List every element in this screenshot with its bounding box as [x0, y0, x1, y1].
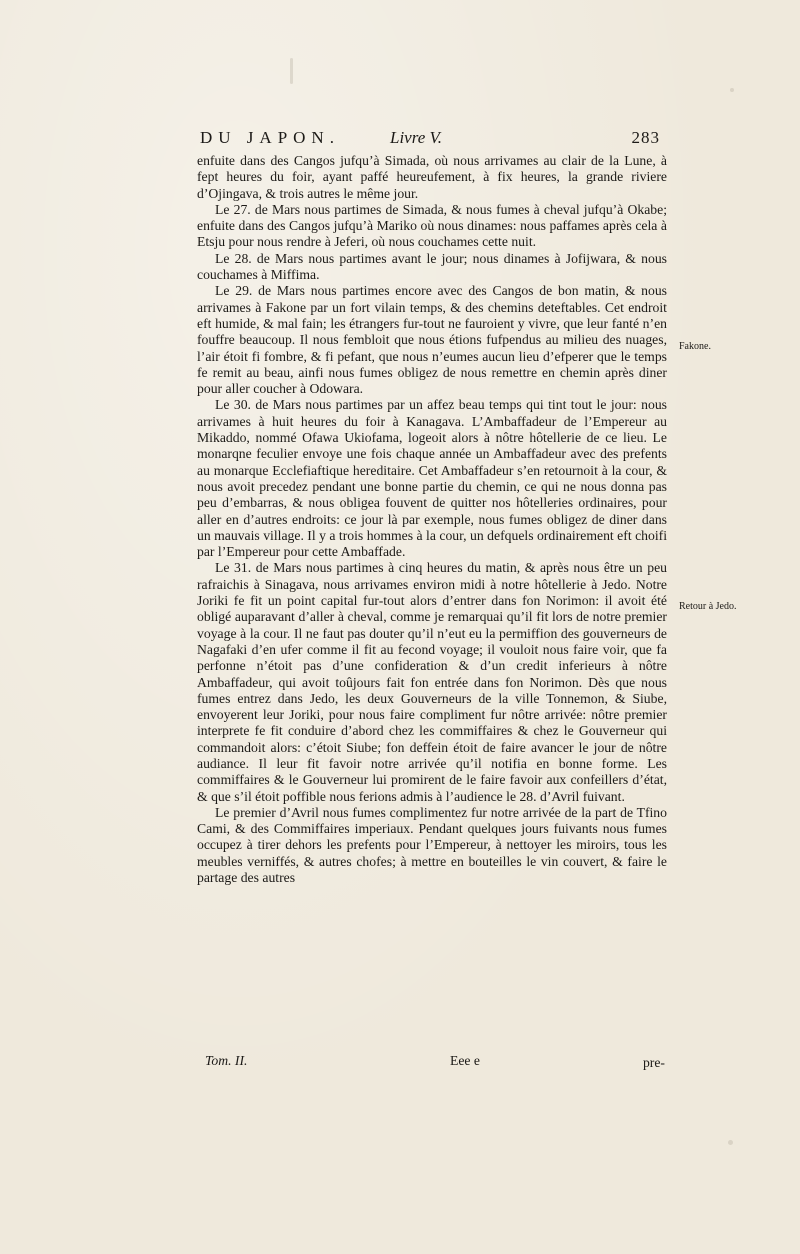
running-header — [200, 128, 660, 152]
margin-note-fakone: Fakone. — [679, 341, 711, 352]
paragraph: Le 28. de Mars nous partimes avant le jour; nous dinames à Jofijwara, & nous couchames à Miffima. — [197, 250, 667, 283]
catchword: pre- — [642, 1055, 665, 1070]
paper-mark — [290, 58, 293, 84]
tome-label: Tom. II. — [205, 1053, 248, 1068]
signature-mark: Eee e — [450, 1053, 481, 1068]
paper-mark — [730, 88, 734, 92]
paragraph: Le 30. de Mars nous partimes par un affez beau temps qui tint tout le jour: nous arrivames à huit heures du foir à Kanagava. L’Ambaffadeur de l’Empereur au Mikaddo, nommé Ofawa Ukiofama, logeoit alors à nôtre hôtellerie de ce lieu. Le monarqne feculier envoye une fois chaque année un Ambaffadeur avec des prefents au monarque Ecclefiaftique hereditaire. Cet Ambaffadeur s’en retournoit à la cour, & nous avoit precedez pendant une bonne partie du chemin, ce qui ne nous donna pas peu d’embarras, & nous obligea fouvent de quitter nos hôtelleries ordinaires, pour aller en d’autres endroits: ce jour là par exemple, nous fumes obligez de diner dans un mauvais village. Il y a trois hommes à la cour, un defquels ordinairement eft choifi par l’Empereur pour cette Ambaffade. — [197, 397, 667, 560]
page-footer — [205, 1053, 665, 1071]
body-text — [197, 153, 667, 886]
paragraph: enfuite dans des Cangos jufqu’à Simada, où nous arrivames au clair de la Lune, à fept heures du foir, ayant paffé heureufement, à fix heures, la grande riviere d’Ojingava, & trois autres le même jour. — [197, 153, 667, 201]
book-label: Livre V. — [390, 128, 442, 147]
paragraph: Le 31. de Mars nous partimes à cinq heures du matin, & après nous être un peu rafraichis à Sinagava, nous arrivames environ midi à notre hôtellerie à Jedo. Notre Joriki fe fit un point capital fur-tout alors d’entrer dans fon Norimon: il avoit été obligé auparavant d’aller à cheval, comme je remarquai qu’il fit lors de notre premier voyage à la cour. Il ne faut pas douter qu’il n’eut eu la permiffion des gouverneurs de Nagafaki d’en ufer comme il fit au fecond voyage; il vouloit nous faire voir, que fa perfonne n’étoit pas d’une confideration & d’un credit inferieurs à nôtre Ambaffadeur, qui avoit toûjours fait fon entrée dans fon Norimon. Dès que nous fumes entrez dans Jedo, les deux Gouverneurs de la ville Tonnemon, & Siube, envoyerent leur Joriki, pour nous faire compliment fur nôtre arrivée: nôtre premier interprete fe fit conduire d’abord chez les commiffaires & chez le Gouverneur qui commandoit alors: c’étoit Siube; fon deffein étoit de faire avancer le jour de nôtre audiance. Il leur fit favoir notre arrivée qu’il notifia en bonne forme. Les commiffaires & le Gouverneur lui promirent de le faire favoir aux confeillers d’état, & que s’il étoit poffible nous ferions admis à l’audience le 28. d’Avril fuivant. — [197, 560, 667, 804]
paragraph: Le premier d’Avril nous fumes complimentez fur notre arrivée de la part de Tfino Cami, & des Commiffaires imperiaux. Pendant quelques jours fuivants nous fumes occupez à tirer dehors les prefents pour l’Empereur, à nettoyer les miroirs, tous les meubles verniffés, & autres chofes; à mettre en bouteilles le vin couvert, & faire le partage des autres — [197, 804, 667, 886]
paper-mark — [728, 1140, 733, 1145]
paragraph: Le 27. de Mars nous partimes de Simada, & nous fumes à cheval jufqu’à Okabe; enfuite dans des Cangos jufqu’à Mariko où nous dinames: nous paffames après cela à Etsju pour nous rendre à Jeferi, où nous couchames cette nuit. — [197, 201, 667, 250]
running-title: DU JAPON. — [200, 128, 340, 147]
page-number: 283 — [631, 128, 660, 147]
paragraph: Le 29. de Mars nous partimes encore avec des Cangos de bon matin, & nous arrivames à Fakone par un fort vilain temps, & des chemins deteftables. Cet endroit eft humide, & mal fain; les étrangers fur-tout ne fauroient y vivre, que leur fanté n’en fouffre beaucoup. Il nous fembloit que nous étions fufpendus au milieu des nuages, l’air étoit fi fombre, & fi pefant, que nous n’eumes aucun lieu d’efperer que le temps fe remit au beau, ainfi nous fumes obligez de nous remettre en chemin après diner pour aller coucher à Odowara. — [197, 283, 667, 397]
margin-note-retour: Retour à Jedo. — [679, 601, 737, 612]
